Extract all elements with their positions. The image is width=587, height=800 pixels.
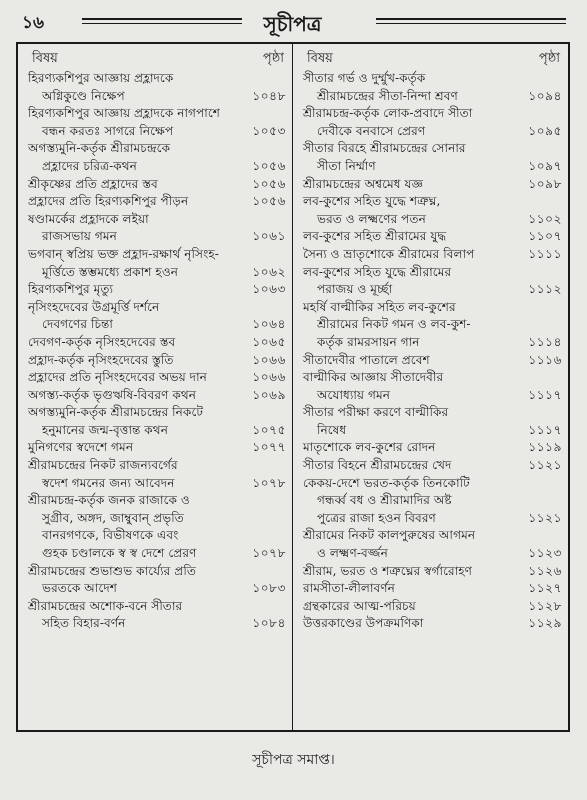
subject-header: বিষয় — [307, 51, 333, 66]
toc-entry — [301, 193, 562, 228]
toc-end-note: সূচীপত্র সমাপ্ত। — [252, 752, 335, 768]
toc-entry — [26, 387, 286, 405]
entry-title-line: কেকয়-দেশে ভরত-কর্তৃক তিনকোটি — [303, 475, 470, 490]
entry-title-line: সীতা নির্ম্মাণ — [317, 158, 376, 173]
entry-title-line: উত্তরকাণ্ডের উপক্রমণিকা — [303, 616, 424, 631]
entry-title-line: প্রহ্লাদের প্রতি হিরণ্যকশিপুর পীড়ন — [28, 194, 189, 209]
toc-entry — [301, 299, 562, 352]
toc-entry — [301, 475, 562, 528]
entry-page-number: ১০৬৬ — [252, 370, 286, 385]
entry-title-line: সহিত বিহার-বর্ণন — [42, 616, 126, 631]
entry-title-line: রামসীতা-লীলাবর্ণন — [303, 581, 395, 596]
header-rule-right — [376, 18, 566, 20]
entry-title-line: নৃসিংহদেবের উগ্রমূর্ত্তি দর্শনে — [28, 299, 160, 314]
toc-column-right — [293, 44, 568, 730]
column-header — [26, 48, 286, 70]
entry-title-line: নিষেধ — [317, 422, 347, 437]
entry-title-line: কর্তৃক রামরসায়ন গান — [317, 334, 420, 349]
entry-title-line: শ্রীকৃষ্ণের প্রতি প্রহ্লাদের স্তব — [28, 176, 158, 191]
entry-title-line: দেবীকে বনবাসে প্রেরণ — [317, 123, 426, 138]
toc-entry — [301, 615, 562, 633]
toc-entry — [26, 140, 286, 175]
entry-title-line: প্রহ্লাদের প্রতি নৃসিংহদেবের অভয় দান — [28, 370, 207, 385]
entry-page-number: ১১১৯ — [528, 440, 562, 455]
entry-page-number: ১১২১ — [528, 510, 562, 525]
toc-entry — [26, 492, 286, 562]
entry-title-line: ষণ্ডামর্কের প্রহ্লাদকে লইয়া — [28, 211, 149, 226]
entry-page-number: ১১২১ — [528, 458, 562, 473]
toc-entry — [301, 580, 562, 598]
entry-title-line: শ্রীরাম, ভরত ও শত্রুঘ্নের স্বর্গারোহণ — [303, 563, 472, 578]
entry-page-number: ১০৬৬ — [252, 352, 286, 367]
entry-title-line: ও লক্ষ্মণ-বর্জ্জন — [317, 546, 388, 561]
entry-title-line: মহর্ষি বাল্মীকির সহিত লব-কুশের — [303, 299, 456, 314]
entry-page-number: ১০৭৭ — [252, 440, 286, 455]
entry-title-line: বন্ধন করতঃ সাগরে নিক্ষেপ — [42, 123, 174, 138]
entry-title-line: ভরত ও লক্ষ্মণের পতন — [317, 211, 426, 226]
entry-title-line: অগস্ত্যমুনি-কর্তৃক শ্রীরামচন্দ্রকে — [28, 141, 171, 156]
entry-title-line: গ্রন্থকারের আত্ম-পরিচয় — [303, 598, 416, 613]
entry-title-line: ভগবান্ স্বপ্রিয় ভক্ত প্রহ্লাদ-রক্ষার্থ নৃসিংহ- — [28, 246, 219, 261]
entry-page-number: ১০৭৮ — [252, 475, 286, 490]
entry-title-line: শ্রীরামচন্দ্র-কর্তৃক জনক রাজাকে ও — [28, 493, 190, 508]
entry-page-number: ১১০২ — [528, 211, 562, 226]
toc-entry — [26, 105, 286, 140]
entry-title-line: সীতার গর্ভ ও দুর্ম্মুখ-কর্তৃক — [303, 71, 426, 85]
entry-title-line: বানরগণকে, বিভীষণকে এবং — [42, 528, 179, 543]
entry-title-line: বাল্মীকির আজ্ঞায় সীতাদেবীর — [303, 370, 444, 385]
entry-page-number: ১১১৭ — [528, 422, 562, 437]
toc-entry — [26, 598, 286, 633]
entry-title-line: সীতার পরীক্ষা করণে বাল্মীকির — [303, 405, 449, 420]
entry-title-line: সীতাদেবীর পাতালে প্রবেশ — [303, 352, 430, 367]
entry-title-line: অগস্ত্য-কর্তৃক ভৃগুঋষি-বিবরণ কথন — [28, 387, 197, 402]
entry-page-number: ১১১১ — [528, 246, 562, 261]
toc-entry — [301, 352, 562, 370]
entry-page-number: ১০৮৩ — [252, 581, 286, 596]
toc-entry — [301, 140, 562, 175]
entry-title-line: হিরণ্যকশিপুর মৃত্যু — [28, 282, 114, 297]
entry-page-number: ১০৬২ — [252, 264, 286, 279]
entry-title-line: পুত্রের রাজা হওন বিবরণ — [317, 510, 436, 525]
toc-list-left — [26, 70, 286, 633]
toc-entry — [301, 228, 562, 246]
entry-title-line: মূর্ত্তিতে স্তম্ভমধ্যে প্রকাশ হওন — [42, 264, 179, 279]
entry-title-line: শ্রীরামচন্দ্রের নিকট রাজন্যবর্গের — [28, 458, 178, 473]
toc-entry — [26, 352, 286, 370]
toc-entry — [26, 334, 286, 352]
toc-entry — [301, 264, 562, 299]
page-header-label: পৃষ্ঠা — [262, 51, 284, 66]
entry-title-line: দেবগণ-কর্তৃক নৃসিংহদেবের স্তব — [28, 334, 176, 349]
entry-title-line: রাজসভায় গমন — [42, 229, 117, 244]
entry-title-line: দেবগণের চিন্তা — [42, 317, 113, 332]
entry-page-number: ১০৭৮ — [252, 546, 286, 561]
entry-title-line: অযোধ্যায় গমন — [317, 387, 390, 402]
entry-title-line: সৈন্য ও ভ্রাতৃশোকে শ্রীরামের বিলাপ — [303, 246, 475, 261]
entry-title-line: লব-কুশের সহিত শ্রীরামের যুদ্ধ — [303, 229, 447, 244]
toc-entry — [301, 457, 562, 475]
entry-page-number: ১০৫৬ — [252, 194, 286, 209]
toc-column-left — [18, 44, 293, 730]
toc-entry — [26, 70, 286, 105]
toc-entry — [301, 404, 562, 439]
toc-entry — [26, 404, 286, 439]
page-title: সূচীপত্র — [263, 12, 322, 36]
page-header-label: পৃষ্ঠা — [538, 51, 560, 66]
entry-title-line: হনুমানের জন্ম-বৃত্তান্ত কথন — [42, 422, 168, 437]
entry-title-line: অগ্নিকুণ্ডে নিক্ষেপ — [42, 88, 125, 103]
entry-page-number: ১০৬৪ — [252, 317, 286, 332]
entry-page-number: ১০৫৬ — [252, 176, 286, 191]
entry-page-number: ১০৯৮ — [528, 176, 562, 191]
entry-page-number: ১০৬৫ — [252, 334, 286, 349]
column-header — [301, 48, 562, 70]
entry-page-number: ১০৬৩ — [252, 282, 286, 297]
entry-page-number: ১১১৬ — [528, 352, 562, 367]
toc-entry — [26, 211, 286, 246]
entry-page-number: ১১২৩ — [528, 546, 562, 561]
entry-page-number: ১০৯৭ — [528, 158, 562, 173]
toc-list-right — [301, 70, 562, 633]
toc-entry — [301, 176, 562, 194]
entry-title-line: গন্ধর্ব্ব বধ ও শ্রীরামাদির অষ্ট — [317, 493, 452, 508]
entry-page-number: ১১২৮ — [528, 598, 562, 613]
entry-title-line: প্রহ্লাদের চরিত্র-কথন — [42, 158, 137, 173]
entry-title-line: সীতার বিরহে শ্রীরামচন্দ্রের সোনার — [303, 141, 466, 156]
entry-title-line: শ্রীরামচন্দ্রের সীতা-নিন্দা শ্রবণ — [317, 88, 458, 103]
subject-header: বিষয় — [32, 51, 58, 66]
toc-entry — [26, 369, 286, 387]
entry-title-line: মাতৃশোকে লব-কুশের রোদন — [303, 440, 436, 455]
toc-entry — [26, 457, 286, 492]
entry-page-number: ১০৯৪ — [528, 88, 562, 103]
toc-entry — [301, 563, 562, 581]
entry-page-number: ১১১৪ — [528, 334, 562, 349]
entry-title-line: লব-কুশের সহিত যুদ্ধে শত্রুঘ্ন, — [303, 194, 441, 209]
entry-page-number: ১১২৭ — [528, 581, 562, 596]
entry-title-line: স্বদেশ গমনের জন্য আবেদন — [42, 475, 175, 490]
page-header — [14, 4, 571, 42]
entry-title-line: পরাজয় ও মূর্চ্ছা — [317, 282, 393, 297]
toc-entry — [26, 439, 286, 457]
entry-title-line: সীতার বিহনে শ্রীরামচন্দ্রের খেদ — [303, 458, 452, 473]
toc-entry — [301, 439, 562, 457]
entry-page-number: ১১২৬ — [528, 563, 562, 578]
entry-title-line: হিরণ্যকশিপুর আজ্ঞায় প্রহ্লাদকে — [28, 71, 174, 85]
entry-title-line: শ্রীরামচন্দ্র-কর্তৃক লোক-প্রবাদে সীতা — [303, 106, 473, 121]
entry-page-number: ১১২৯ — [528, 616, 562, 631]
entry-page-number: ১০৫৬ — [252, 158, 286, 173]
entry-page-number: ১০৬৯ — [252, 387, 286, 402]
entry-page-number: ১০৬১ — [252, 229, 286, 244]
toc-entry — [301, 246, 562, 264]
entry-page-number: ১১০৭ — [528, 229, 562, 244]
entry-page-number: ১০৯৫ — [528, 123, 562, 138]
entry-page-number: ১০৮৪ — [252, 616, 286, 631]
entry-title-line: শ্রীরামচন্দ্রের অশোক-বনে সীতার — [28, 598, 183, 613]
entry-title-line: শ্রীরামচন্দ্রের অশ্বমেধ যজ্ঞ — [303, 176, 424, 191]
entry-page-number: ১০৫৩ — [252, 123, 286, 138]
toc-entry — [26, 193, 286, 211]
entry-page-number: ১০৭৫ — [252, 422, 286, 437]
toc-entry — [301, 105, 562, 140]
entry-title-line: ভরতকে আদেশ — [42, 581, 117, 596]
toc-entry — [301, 527, 562, 562]
entry-title-line: গুহক চণ্ডালকে স্ব স্ব দেশে প্রেরণ — [42, 546, 197, 561]
entry-title-line: অগস্ত্যমুনি-কর্তৃক শ্রীরামচন্দ্রের নিকটে — [28, 405, 203, 420]
toc-entry — [26, 176, 286, 194]
entry-title-line: শ্রীরামের নিকট কালপুরুষের আগমন — [303, 528, 476, 543]
toc-entry — [301, 598, 562, 616]
toc-entry — [26, 281, 286, 299]
toc-entry — [301, 70, 562, 105]
entry-title-line: মুনিগণের স্বদেশে গমন — [28, 440, 134, 455]
entry-title-line: লব-কুশের সহিত যুদ্ধে শ্রীরামের — [303, 264, 452, 279]
toc-entry — [26, 299, 286, 334]
entry-page-number: ১১১২ — [528, 282, 562, 297]
entry-title-line: হিরণ্যকশিপুর আজ্ঞায় প্রহ্লাদকে নাগপাশে — [28, 106, 220, 121]
entry-title-line: প্রহ্লাদ-কর্তৃক নৃসিংহদেবের স্তুতি — [28, 352, 174, 367]
toc-table — [16, 42, 570, 732]
entry-page-number: ১১১৭ — [528, 387, 562, 402]
page-number: ১৬ — [22, 13, 45, 33]
entry-title-line: শ্রীরামের নিকট গমন ও লব-কুশ- — [317, 317, 471, 332]
toc-entry — [26, 563, 286, 598]
toc-entry — [26, 246, 286, 281]
entry-page-number: ১০৪৮ — [252, 88, 286, 103]
entry-title-line: সুগ্রীব, অঙ্গদ, জাম্বুবান্ প্রভৃতি — [42, 510, 184, 525]
toc-entry — [301, 369, 562, 404]
entry-title-line: শ্রীরামচন্দ্রের শুভাশুভ কার্য্যের প্রতি — [28, 563, 196, 578]
